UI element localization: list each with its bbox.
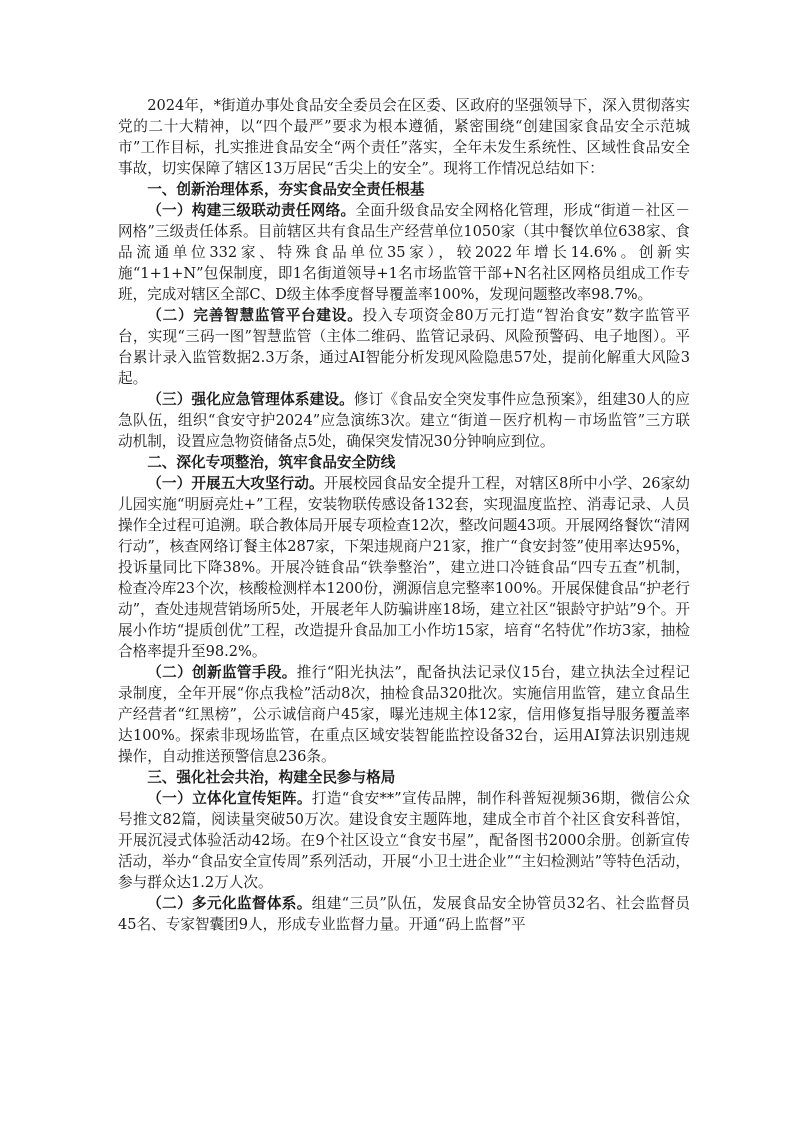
- paragraph: [118, 389, 690, 452]
- paragraph: [118, 662, 690, 767]
- paragraph: [118, 893, 690, 935]
- paragraph-text: 全面升级食品安全网格化管理，形成“街道－社区－网格”三级责任体系。目前辖区共有食品生产经营单位1050家（其中餐饮单位638家、食品流通单位332家、特殊食品单位35家），较2022年增长14.6%。创新实施“1+1+N”包保制度，即1名街道领导+1名市场监管干部+N名社区网格员组成工作专班，完成对辖区全部C、D级主体季度督导覆盖率100%，发现问题整改率98.7%。: [118, 202, 690, 303]
- paragraph: [118, 473, 690, 662]
- paragraph-lead: （二）创新监管手段。: [147, 664, 297, 681]
- paragraph-lead: （三）强化应急管理体系建设。: [147, 391, 354, 408]
- paragraph-lead: （一）构建三级联动责任网络。: [147, 202, 356, 219]
- paragraph-text: 修订《食品安全突发事件应急预案》，组建30人的应急队伍，组织“食安守护2024”应急演练3次。建立“街道－医疗机构－市场监管”三方联动机制，设置应急物资储备点5处，确保突发情况30分钟响应到位。: [118, 391, 690, 450]
- paragraph-text: 投入专项资金80万元打造“智治食安”数字监管平台，实现“三码一图”智慧监管（主体二维码、监管记录码、风险预警码、电子地图）。平台累计录入监管数据2.3万条，通过AI智能分析发现风险隐患57处，提前化解重大风险3起。: [118, 307, 690, 387]
- paragraph-lead: （一）开展五大攻坚行动。: [147, 475, 324, 492]
- paragraph-text: 组建“三员”队伍，发展食品安全协管员32名、社会监督员45名、专家智囊团9人，形成专业监督力量。开通“码上监督”平: [118, 895, 690, 933]
- paragraph: [118, 305, 690, 389]
- paragraph-lead: （一）立体化宣传矩阵。: [147, 790, 312, 807]
- paragraph-lead: （二）完善智慧监管平台建设。: [147, 307, 363, 324]
- paragraph-text: 推行“阳光执法”，配备执法记录仪15台，建立执法全过程记录制度，全年开展“你点我检”活动8次，抽检食品320批次。实施信用监管，建立食品生产经营者“红黑榜”，公示诚信商户45家，曝光违规主体12家，信用修复指导服务覆盖率达100%。探索非现场监管，在重点区域安装智能监控设备32台，运用AI算法识别违规操作，自动推送预警信息236条。: [118, 664, 690, 765]
- paragraph: [118, 788, 690, 893]
- paragraph-text: 打造“食安**”宣传品牌，制作科普短视频36期，微信公众号推文82篇，阅读量突破50万次。建设食安主题阵地，建成全市首个社区食安科普馆，开展沉浸式体验活动42场。在9个社区设立“食安书屋”，配备图书2000余册。创新宣传活动，举办“食品安全宣传周”系列活动，开展“小卫士进企业”“主妇检测站”等特色活动，参与群众达1.2万人次。: [118, 790, 690, 891]
- section-heading-3: 三、强化社会共治，构建全民参与格局: [147, 769, 396, 786]
- section-heading-1: 一、创新治理体系，夯实食品安全责任根基: [147, 181, 425, 198]
- intro-paragraph: 2024年，*街道办事处食品安全委员会在区委、区政府的坚强领导下，深入贯彻落实党的二十大精神，以“四个最严”要求为根本遵循，紧密围绕“创建国家食品安全示范城市”工作目标，扎实推进食品安全“两个责任”落实，全年未发生系统性、区域性食品安全事故，切实保障了辖区13万居民“舌尖上的安全”。现将工作情况总结如下：: [118, 97, 690, 177]
- paragraph-lead: （二）多元化监督体系。: [147, 895, 312, 912]
- paragraph-text: 开展校园食品安全提升工程，对辖区8所中小学、26家幼儿园实施“明厨亮灶+”工程，安装物联传感设备132套，实现温度监控、消毒记录、人员操作全过程可追溯。联合教体局开展专项检查12次，整改问题43项。开展网络餐饮“清网行动”，核查网络订餐主体287家，下架违规商户21家，推广“食安封签”使用率达95%，投诉量同比下降38%。开展冷链食品“铁拳整治”，建立进口冷链食品“四专五查”机制，检查冷库23个次，核酸检测样本1200份，溯源信息完整率100%。开展保健食品“护老行动”，查处违规营销场所5处，开展老年人防骗讲座18场，建立社区“银龄守护站”9个。开展小作坊“提质创优”工程，改造提升食品加工小作坊15家，培育“名特优”作坊3家，抽检合格率提升至98.2%。: [118, 475, 690, 660]
- paragraph: [118, 200, 690, 305]
- document-page: [118, 95, 690, 935]
- section-heading-2: 二、深化专项整治，筑牢食品安全防线: [147, 454, 396, 471]
